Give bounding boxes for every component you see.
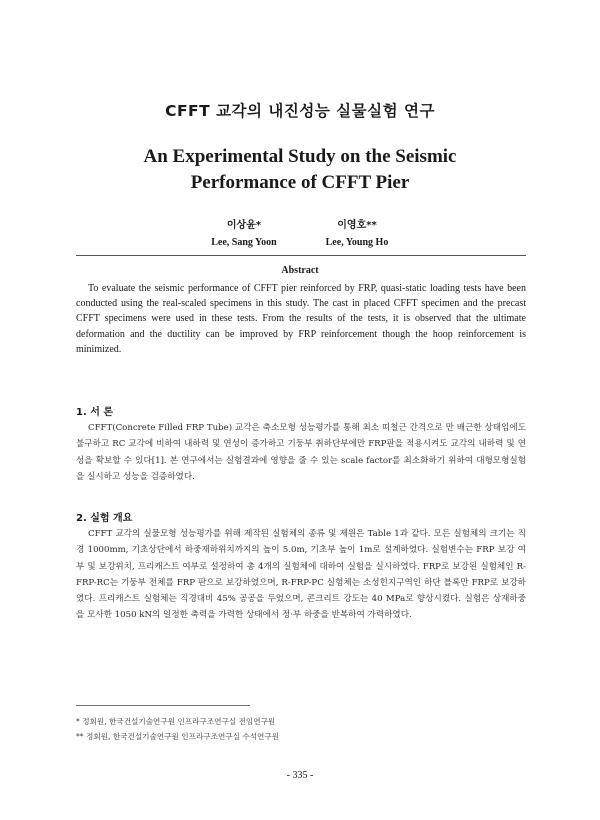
korean-title: CFFT 교각의 내진성능 실물실험 연구 xyxy=(165,102,435,120)
author-2-english-name: Lee, Young Ho xyxy=(325,237,389,248)
author-1-english-name: Lee, Sang Yoon xyxy=(211,237,277,248)
english-title-line-1: An Experimental Study on the Seismic xyxy=(143,146,457,167)
footnote-2: ** 정회원, 한국건설기술연구원 인프라구조연구실 수석연구원 xyxy=(76,732,280,741)
section-1-body: CFFT(Concrete Filled FRP Tube) 교각은 축소모형 성능평가를 통해 최소 띠철근 간격으로 만 배근한 상태임에도 불구하고 RC 교각에 비하여 내하력 및 연성이 증가하고 기둥부 취하단부에만 FRP판을 적용시켜도 교각의 내하력 및 연성을 확보할 수 있다[1]. 본 연구에서는 실험결과에 영향을 줄 수 있는 scale factor를 최소화하기 위하여 대형모형실험을 실시하고 성능을 검증하였다. xyxy=(76,423,526,482)
abstract-text: To evaluate the seismic performance of CFFT pier reinforced by FRP, quasi-static loading tests have been conducted using the real-scaled specimens in this study. The cast in placed CFFT specimen and the precast CFFT specimens were used in these tests. From the results of the tests, it is observed that the ultimate deformation and the ductility can be improved by FRP reinforcement though the hoop reinforcement is minimized. xyxy=(76,283,526,355)
abstract-heading: Abstract xyxy=(281,265,319,276)
english-title xyxy=(0,144,600,196)
header-divider xyxy=(76,255,526,256)
footnote-1: * 정회원, 한국건설기술연구원 인프라구조연구실 전임연구원 xyxy=(76,717,276,726)
author-2 xyxy=(287,216,427,248)
section-2-body: CFFT 교각의 실물모형 성능평가를 위해 제작된 실험체의 종류 및 제원은 Table 1과 같다. 모든 실험체의 크기는 직경 1000mm, 기초상단에서 하중재하위치까지의 높이 5.0m, 기초부 높이 1m로 설계하였다. 실험변수는 FRP 보강 여부 및 보강위치, 프리캐스트 여부로 설정하여 총 4개의 실험체에 대하여 실험을 실시하였다. FRP로 보강된 실험체인 R-FRP-RC는 기둥부 전체를 FRP 판으로 보강하였으며, R-FRP-PC 실험체는 소성힌지구역인 하단 블록만 FRP로 보강하였다. 프리캐스트 실험체는 직경대비 45% 공공을 두었으며, 콘크리트 강도는 40 MPa로 향상시켰다. 실험은 상재하중을 모사한 1050 kN의 일정한 축력을 가력한 상태에서 정·부 하중을 반복하여 가력하였다. xyxy=(76,529,526,621)
footnote-divider xyxy=(76,705,250,706)
section-1-heading: 1. 서 론 xyxy=(76,407,114,418)
author-2-korean-name: 이영호** xyxy=(337,220,377,231)
section-2-heading: 2. 실험 개요 xyxy=(76,513,133,524)
english-title-line-2: Performance of CFFT Pier xyxy=(190,172,410,193)
page-number: - 335 - xyxy=(286,770,314,781)
author-1-korean-name: 이상윤* xyxy=(226,220,262,231)
